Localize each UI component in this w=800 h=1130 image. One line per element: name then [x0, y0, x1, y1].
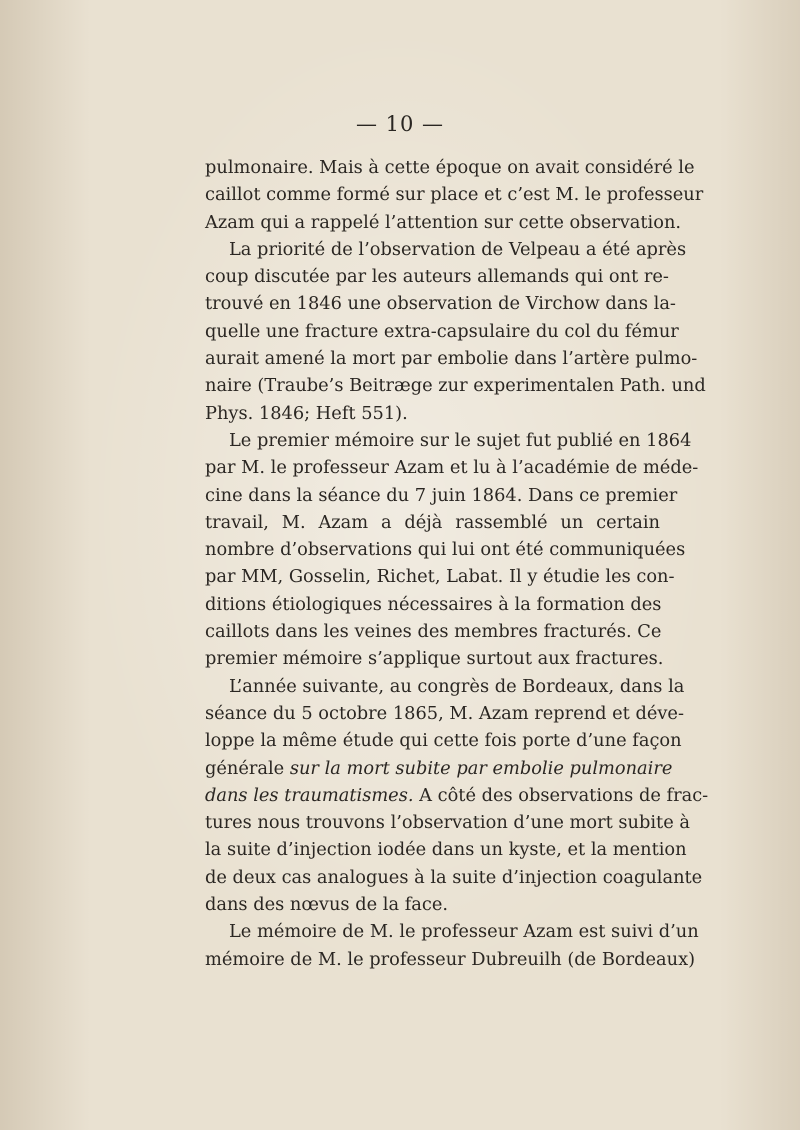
text-line: nombre d’observations qui lui ont été communiquées: [205, 539, 686, 561]
text-line: caillot comme formé sur place et c’est M. le professeur: [205, 184, 704, 206]
text-line: quelle une fracture extra-capsulaire du col du fémur: [205, 320, 679, 342]
page-number: — 10 —: [355, 112, 445, 136]
text-line: caillots dans les veines des membres fracturés. Ce: [205, 621, 662, 643]
text-line: loppe la même étude qui cette fois porte d’une façon: [205, 730, 682, 752]
text-line: par MM, Gosselin, Richet, Labat. Il y étudie les con-: [205, 566, 675, 588]
text-line: Phys. 1846; Heft 551).: [205, 402, 408, 424]
italic-title-fragment: sur la mort subite par embolie pulmonaire: [289, 757, 673, 779]
text-line: coup discutée par les auteurs allemands qui ont re-: [205, 266, 669, 288]
text-line: pulmonaire. Mais à cette époque on avait considéré le: [205, 157, 695, 178]
text-line: Le mémoire de M. le professeur Azam est suivi d’un: [229, 921, 699, 943]
text-line: de deux cas analogues à la suite d’injection coagulante: [205, 866, 703, 888]
text-line: naire (Traube’s Beitræge zur experimentalen Path. und: [205, 375, 706, 397]
text-line: ditions étiologiques nécessaires à la formation des: [205, 593, 662, 615]
text-line: aurait amené la mort par embolie dans l’artère pulmo-: [205, 348, 698, 370]
text-line: [205, 782, 709, 809]
text-line: L’année suivante, au congrès de Bordeaux, dans la: [229, 675, 685, 697]
text-line: la suite d’injection iodée dans un kyste, et la mention: [205, 839, 687, 861]
text-line: Azam qui a rappelé l’attention sur cette observation.: [205, 211, 682, 233]
text-line: [205, 755, 673, 782]
text-fragment: A côté des observations de frac-: [419, 784, 709, 806]
text-line: dans des nœvus de la face.: [205, 894, 449, 916]
text-line: séance du 5 octobre 1865, M. Azam reprend et déve-: [205, 702, 684, 724]
text-line: mémoire de M. le professeur Dubreuilh (de Bordeaux): [205, 948, 696, 970]
body-text: [205, 154, 709, 973]
text-line: La priorité de l’observation de Velpeau a été après: [229, 238, 687, 260]
text-line: premier mémoire s’applique surtout aux fractures.: [205, 648, 664, 670]
text-line: cine dans la séance du 7 juin 1864. Dans ce premier: [205, 484, 678, 506]
text-line: Le premier mémoire sur le sujet fut publié en 1864: [229, 429, 692, 451]
text-line: tures nous trouvons l’observation d’une mort subite à: [205, 812, 690, 834]
text-line: par M. le professeur Azam et lu à l’académie de méde-: [205, 457, 699, 479]
text-fragment: générale: [205, 757, 285, 779]
text-line: trouvé en 1846 une observation de Virchow dans la-: [205, 293, 676, 315]
italic-title-fragment: dans les traumatismes.: [205, 784, 414, 806]
text-line: travail, M. Azam a déjà rassemblé un certain: [205, 511, 660, 533]
